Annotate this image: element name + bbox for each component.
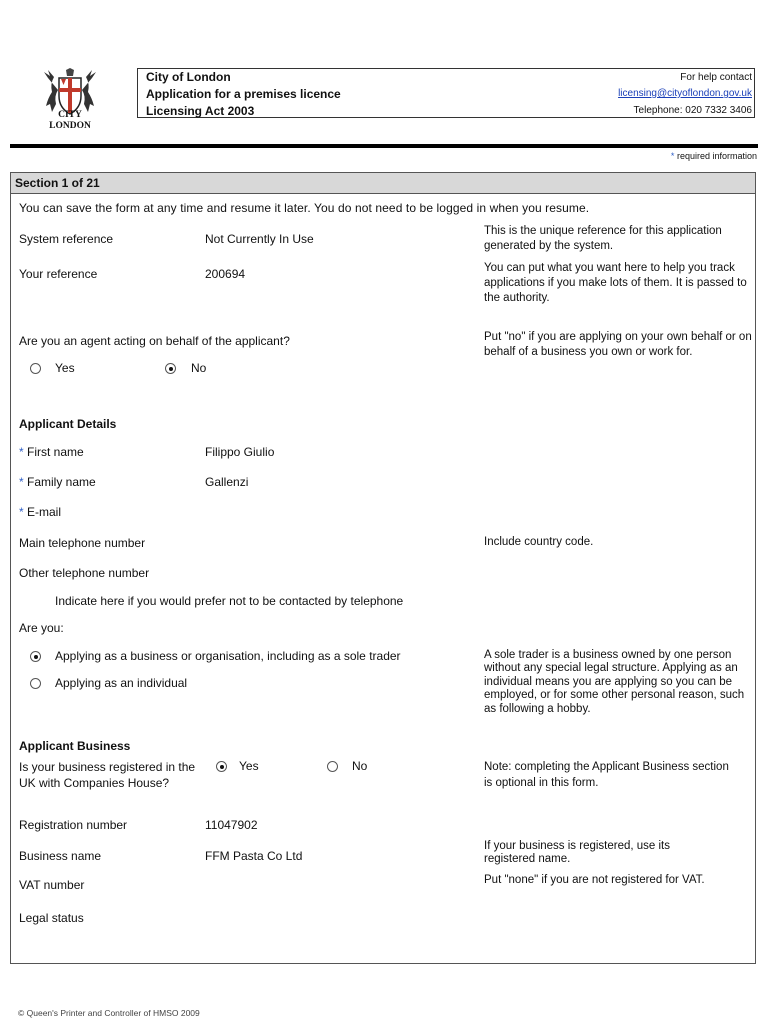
help-email-link[interactable]: licensing@cityoflondon.gov.uk (618, 88, 752, 99)
required-info-note (671, 151, 757, 161)
agent-yes-radio[interactable] (30, 363, 41, 374)
agent-yes-label: Yes (55, 361, 75, 375)
agent-question-label: Are you an agent acting on behalf of the applicant? (19, 334, 290, 348)
your-reference-input[interactable]: 200694 (205, 267, 246, 281)
applicant-business-heading: Applicant Business (19, 739, 131, 753)
required-star: * (19, 505, 24, 519)
family-name-text: Family name (27, 475, 96, 489)
registered-yes-label: Yes (239, 759, 259, 773)
registered-question-label: Is your business registered in the UK with Companies House? (19, 760, 196, 790)
legal-status-select[interactable] (205, 911, 465, 925)
crest-city-text: CITY (58, 110, 82, 120)
vat-number-label: VAT number (19, 878, 85, 892)
applying-individual-radio[interactable] (30, 678, 41, 689)
vat-number-input[interactable] (205, 878, 465, 892)
system-reference-label: System reference (19, 232, 114, 246)
applying-business-label: Applying as a business or organisation, including as a sole trader (55, 649, 401, 663)
no-telephone-contact-option[interactable]: Indicate here if you would prefer not to be contacted by telephone (55, 594, 404, 608)
business-name-help: If your business is registered, use its registered name. (484, 840, 670, 866)
first-name-input[interactable]: Filippo Giulio (205, 445, 275, 459)
section-intro: You can save the form at any time and resume it later. You do not need to be logged in when you resume. (19, 201, 590, 215)
registration-number-input[interactable]: 11047902 (205, 818, 258, 832)
business-name-input[interactable]: FFM Pasta Co Ltd (205, 849, 303, 863)
legal-status-label: Legal status (19, 911, 84, 925)
registered-no-radio[interactable] (327, 761, 338, 772)
first-name-text: First name (27, 445, 84, 459)
your-reference-label: Your reference (19, 267, 98, 281)
first-name-label (19, 445, 84, 459)
email-input[interactable] (205, 505, 465, 519)
family-name-input[interactable]: Gallenzi (205, 475, 249, 489)
are-you-help: A sole trader is a business owned by one person without any special legal structure. Applying as an individual means you are applying so you can be employed, or for some other personal reason, such as following a hobby. (484, 649, 745, 715)
applying-business-radio[interactable] (30, 651, 41, 662)
vat-number-help: Put "none" if you are not registered for VAT. (484, 874, 705, 886)
header-rule (10, 144, 758, 148)
agent-no-label: No (191, 361, 207, 375)
applicant-business-help: Note: completing the Applicant Business section is optional in this form. (484, 761, 729, 789)
main-telephone-help: Include country code. (484, 536, 594, 548)
help-contact-label: For help contact (680, 72, 752, 83)
agent-question-help: Put "no" if you are applying on your own behalf or on behalf of a business you own or work for. (484, 331, 752, 358)
header-org: City of London (146, 70, 231, 84)
required-star: * (670, 151, 675, 161)
main-telephone-input[interactable] (205, 536, 465, 550)
section-header (11, 173, 755, 194)
required-star: * (19, 475, 24, 489)
copyright-footer: © Queen's Printer and Controller of HMSO 2009 (18, 1008, 200, 1018)
are-you-label: Are you: (19, 621, 64, 635)
registered-no-label: No (352, 759, 368, 773)
required-star: * (19, 445, 24, 459)
other-telephone-label: Other telephone number (19, 566, 150, 580)
other-telephone-input[interactable] (205, 566, 465, 580)
system-reference-value: Not Currently In Use (205, 232, 314, 246)
business-name-label: Business name (19, 849, 102, 863)
header-title: Application for a premises licence (146, 87, 341, 101)
header-act: Licensing Act 2003 (146, 104, 255, 118)
registration-number-label: Registration number (19, 818, 128, 832)
registered-yes-radio[interactable] (216, 761, 227, 772)
your-reference-help: You can put what you want here to help you track applications if you make lots of them. It is passed to the authority. (484, 262, 747, 304)
email-label (19, 505, 61, 519)
help-telephone: Telephone: 020 7332 3406 (633, 105, 752, 116)
crest-london-text: LONDON (49, 121, 91, 131)
applying-individual-label: Applying as an individual (55, 676, 188, 690)
main-telephone-label: Main telephone number (19, 536, 146, 550)
section-title: Section 1 of 21 (15, 176, 100, 190)
email-text: E-mail (27, 505, 62, 519)
applicant-details-heading: Applicant Details (19, 417, 117, 431)
agent-no-radio[interactable] (165, 363, 176, 374)
family-name-label (19, 475, 96, 489)
required-info-text: required information (676, 151, 757, 161)
system-reference-help: This is the unique reference for this application generated by the system. (484, 225, 722, 252)
